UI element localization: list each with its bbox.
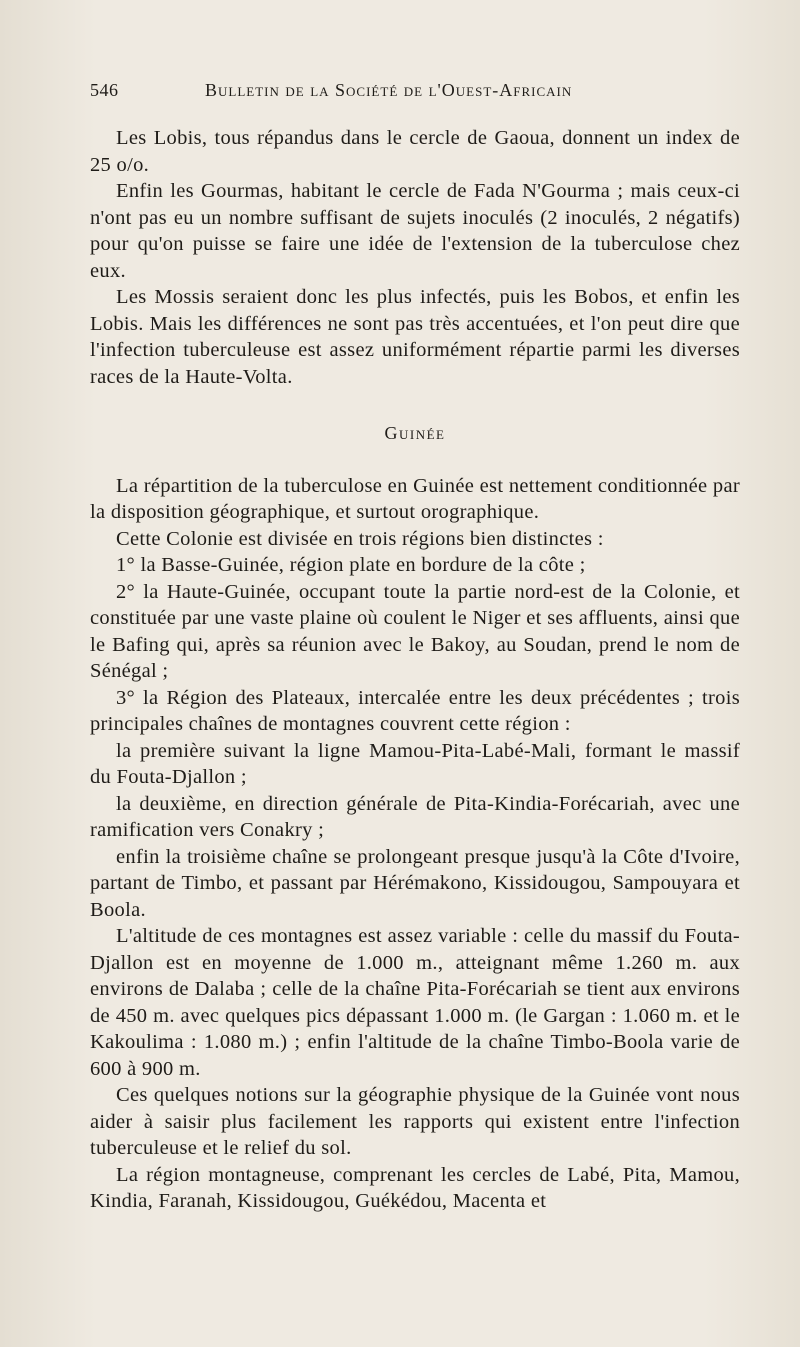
paragraph: Ces quelques notions sur la géographie physique de la Guinée vont nous aider à saisir plus facilement les rapports qui existent entre l'infection tuberculeuse et le relief du sol. <box>90 1084 740 1159</box>
paragraph: Enfin les Gourmas, habitant le cercle de Fada N'Gourma ; mais ceux-ci n'ont pas eu un nombre suffisant de sujets inoculés (2 inoculés, 2 négatifs) pour qu'on puisse se faire une idée de l'extension de la tuberculose chez eux. <box>90 180 740 282</box>
paragraph: Les Mossis seraient donc les plus infectés, puis les Bobos, et enfin les Lobis. Mais les différences ne sont pas très accentuées, et l'on peut dire que l'infection tuberculeuse est assez uniformément répartie parmi les diverses races de la Haute-Volta. <box>90 286 740 388</box>
paragraph: La région montagneuse, comprenant les cercles de Labé, Pita, Mamou, Kindia, Faranah, Kissidougou, Guékédou, Macenta et <box>90 1163 740 1212</box>
paragraph: Les Lobis, tous répandus dans le cercle de Gaoua, donnent un index de 25 o/o. <box>90 127 740 176</box>
sub-list-item: enfin la troisième chaîne se prolongeant presque jusqu'à la Côte d'Ivoire, partant de Timbo, et passant par Hérémakono, Kissidougou, Sampouyara et Boola. <box>90 845 740 921</box>
paragraph: L'altitude de ces montagnes est assez variable : celle du massif du Fouta-Djallon est en moyenne de 1.000 m., atteignant même 1.260 m. aux environs de Dalaba ; celle de la chaîne Pita-Forécariah se tient aux environs de 450 m. avec quelques pics dépassant 1.000 m. (le Gargan : 1.060 m. et le Kakoulima : 1.080 m.) ; enfin l'altitude de la chaîne Timbo-Boola varie de 600 à 900 m. <box>90 925 740 1080</box>
page-number: 546 <box>90 80 119 100</box>
list-item: 3° la Région des Plateaux, intercalée entre les deux précédentes ; trois principales chaînes de montagnes couvrent cette région : <box>90 686 740 735</box>
sub-list-item: la deuxième, en direction générale de Pita-Kindia-Forécariah, avec une ramification vers Conakry ; <box>90 792 740 841</box>
sub-list-item: la première suivant la ligne Mamou-Pita-Labé-Mali, formant le massif du Fouta-Djallon ; <box>90 739 740 788</box>
running-head: Bulletin de la Société de l'Ouest-Africain <box>205 80 573 100</box>
section-title: Guinée <box>384 423 446 443</box>
paragraph: Cette Colonie est divisée en trois régions bien distinctes : <box>116 527 604 550</box>
body-text <box>90 125 740 1215</box>
list-item: 2° la Haute-Guinée, occupant toute la partie nord-est de la Colonie, et constituée par une vaste plaine où coulent le Niger et ses affluents, ainsi que le Bafing qui, après sa réunion avec le Bakoy, au Soudan, prend le nom de Sénégal ; <box>90 580 740 682</box>
page-header <box>90 70 740 100</box>
list-item: 1° la Basse-Guinée, région plate en bordure de la côte ; <box>116 554 586 576</box>
paragraph: La répartition de la tuberculose en Guinée est nettement conditionnée par la disposition géographique, et surtout orographique. <box>90 474 740 523</box>
